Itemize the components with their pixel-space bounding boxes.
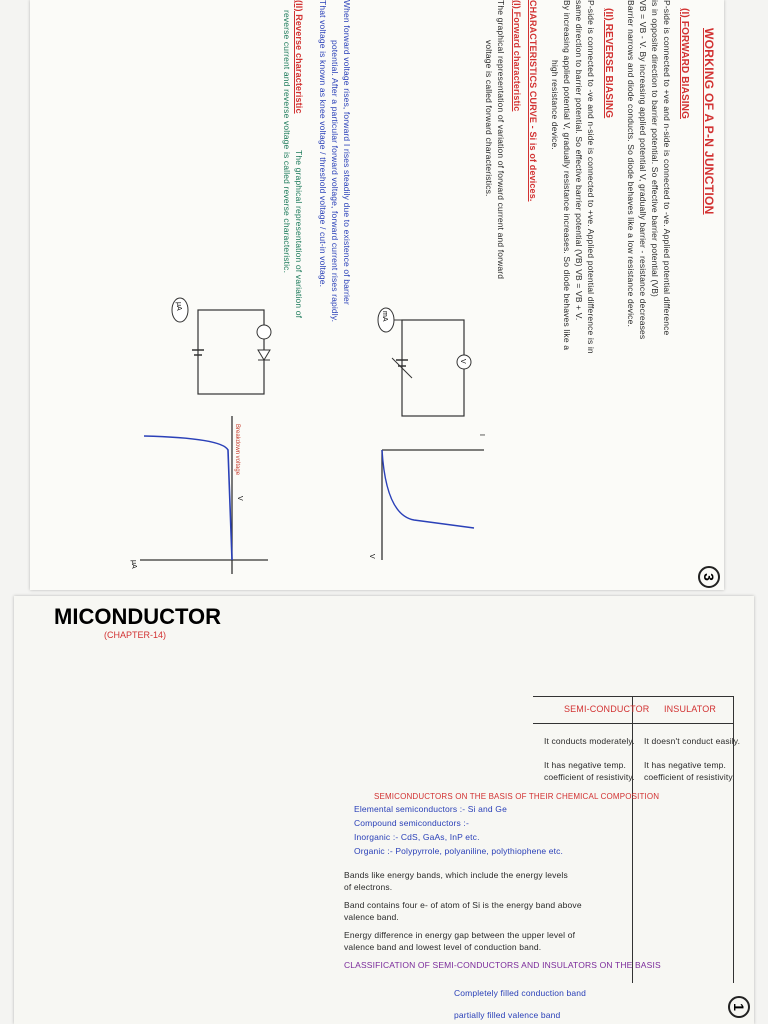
compound-line: Compound semiconductors :- xyxy=(354,818,469,828)
table-header-semiconductor: SEMI-CONDUCTOR xyxy=(564,704,650,714)
page-1-content xyxy=(14,596,754,1024)
table-header-insulator: INSULATOR xyxy=(664,704,717,714)
ma-label: mA xyxy=(381,311,388,322)
reverse-v-label: V xyxy=(236,496,243,501)
forward-char-line: The graphical representation of variation of forward current and forward xyxy=(496,0,506,280)
table-cell: It has negative temp. xyxy=(644,760,727,770)
band-line: Energy difference in energy gap between the upper level of xyxy=(344,930,576,940)
table-cell: It conducts moderately. xyxy=(544,736,635,746)
page-title: MICONDUCTOR xyxy=(54,604,222,629)
svg-text:V: V xyxy=(459,359,466,364)
knee-line: That voltage is known as knee voltage / threshold voltage / cut-in voltage. xyxy=(318,0,328,288)
reverse-char-line: The graphical representation of variation of xyxy=(294,150,304,319)
forward-circuit-diagram xyxy=(366,300,476,430)
completely-filled-line: Completely filled conduction band xyxy=(454,988,587,998)
page-title: WORKING OF A P-N JUNCTION xyxy=(702,28,716,215)
partially-filled-line: partially filled valence band xyxy=(454,1010,561,1020)
band-line: of electrons. xyxy=(344,882,393,892)
chapter-label: (CHAPTER-14) xyxy=(104,630,167,640)
reverse-line: By increasing applied potential V, gradually resistance increases. So diode behaves like a xyxy=(562,0,572,351)
reverse-circuit-diagram xyxy=(156,292,276,402)
reverse-char-heading: (II) Reverse characteristic xyxy=(294,0,304,114)
knee-line: When forward voltage rises, forward I rises steadily due to existence of barrier xyxy=(342,0,352,305)
forward-characteristic-graph xyxy=(364,420,494,570)
inorganic-line: Inorganic :- CdS, GaAs, InP etc. xyxy=(354,832,480,842)
i-axis-label: I xyxy=(478,434,485,436)
reverse-characteristic-graph xyxy=(132,410,272,580)
reverse-ua-label: μA xyxy=(130,560,137,569)
table-cell: coefficient of resistivity. xyxy=(544,772,635,782)
v-axis-label: V xyxy=(368,554,375,559)
page-number: 3 xyxy=(698,566,720,588)
table-cell: coefficient of resistivity. xyxy=(644,772,735,782)
elemental-line: Elemental semiconductors :- Si and Ge xyxy=(354,804,507,814)
organic-line: Organic :- Polypyrrole, polyaniline, polythiophene etc. xyxy=(354,846,564,856)
page-number: 1 xyxy=(728,996,750,1018)
band-line: Band contains four e- of atom of Si is the energy band above xyxy=(344,900,582,910)
forward-char-line: voltage is called forward characteristics. xyxy=(484,40,494,197)
forward-char-heading: (I) Forward characteristic xyxy=(512,0,522,112)
ua-label: μA xyxy=(175,302,182,311)
table-cell: It doesn't conduct easily. xyxy=(644,736,741,746)
notebook-page-2 xyxy=(30,0,724,590)
forward-line: Barrier narrows and diode conducts. So diode behaves like a low resistance device. xyxy=(626,0,636,327)
forward-heading: (I) FORWARD BIASING xyxy=(679,8,690,119)
band-line: Bands like energy bands, which include the energy levels xyxy=(344,870,568,880)
characteristics-heading: CHARACTERISTICS CURVE - Si is of devices. xyxy=(528,0,538,202)
reverse-heading: (II) REVERSE BIASING xyxy=(603,8,614,119)
forward-line: is in opposite direction to barrier potential. So effective barrier potential (VB) xyxy=(650,0,660,298)
forward-line: VB = VB - V. By increasing applied potential V, gradually barrier - resistance decreases xyxy=(638,0,648,340)
band-line: valence band and lowest level of conduction band. xyxy=(344,942,542,952)
classification-line: CLASSIFICATION OF SEMI-CONDUCTORS AND INSULATORS ON THE BASIS xyxy=(344,960,661,970)
reverse-char-line: reverse current and reverse voltage is called reverse characteristic. xyxy=(282,10,292,274)
band-line: valence band. xyxy=(344,912,399,922)
reverse-line: same direction to barrier potential. So effective barrier potential (VB) VB = VB + V. xyxy=(574,0,584,321)
table-cell: It has negative temp. xyxy=(544,760,627,770)
forward-line: P-side is connected to +ve and n-side is connected to -ve. Applied potential difference xyxy=(662,0,672,336)
page-2-content xyxy=(30,0,724,590)
reverse-line: high resistance device. xyxy=(550,60,560,150)
reverse-line: P-side is connected to -ve and n-side is connected to +ve. Applied potential difference is in xyxy=(586,0,596,354)
classify-heading: SEMICONDUCTORS ON THE BASIS OF THEIR CHEMICAL COMPOSITION xyxy=(374,792,660,801)
notebook-page-1 xyxy=(14,596,754,1024)
breakdown-label: Breakdown voltage xyxy=(234,424,240,476)
knee-line: potential. After a particular forward voltage, forward current rises rapidly. xyxy=(330,40,340,323)
